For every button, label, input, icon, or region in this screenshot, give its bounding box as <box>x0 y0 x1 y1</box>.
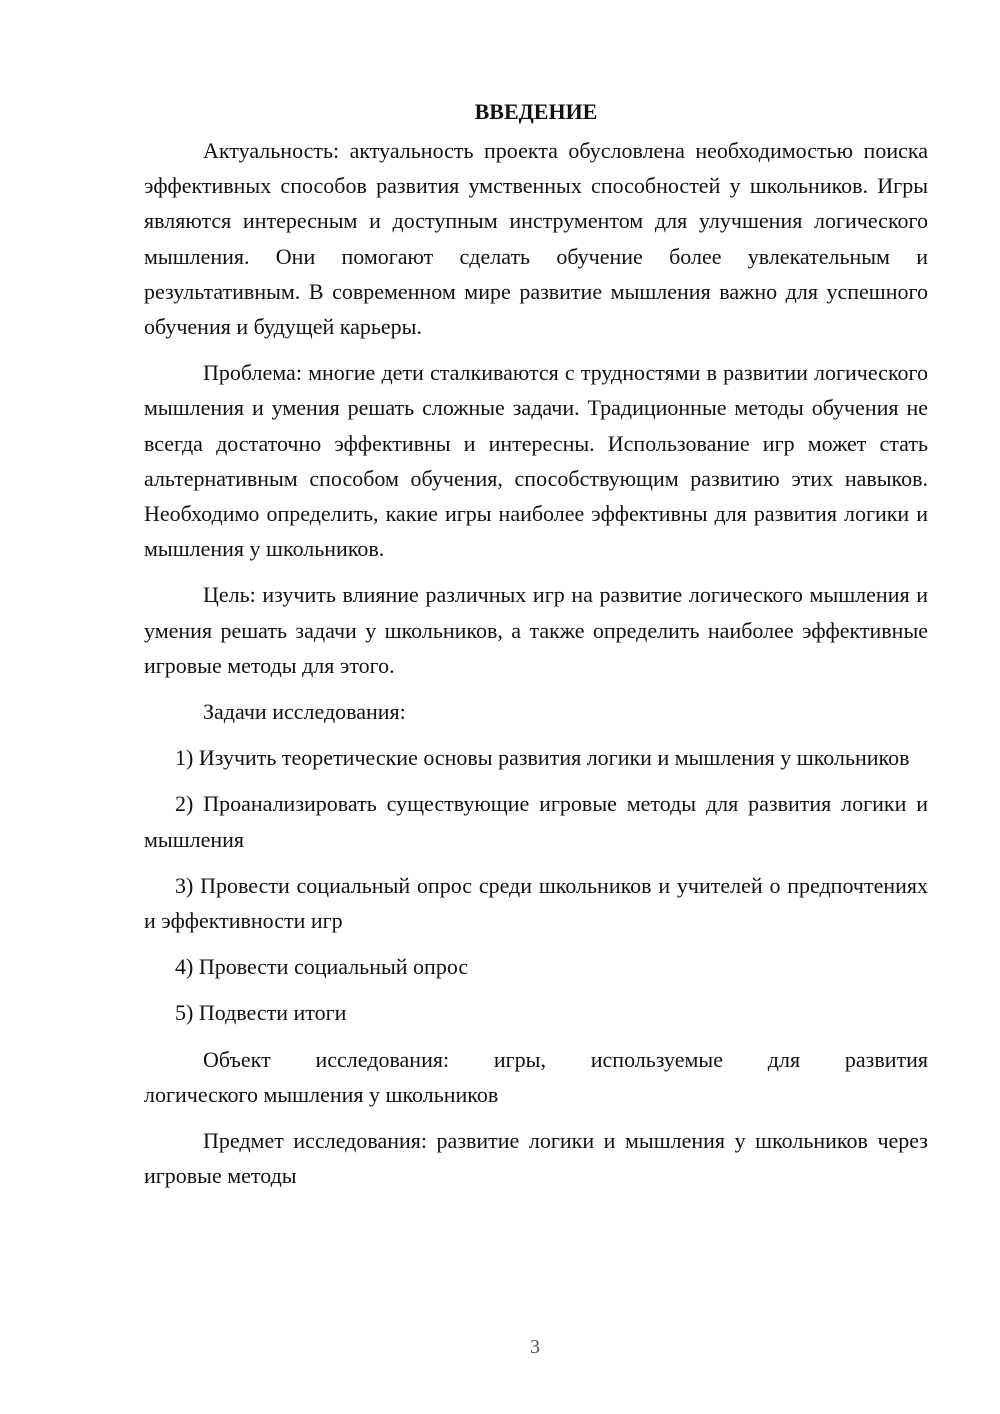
task-item-5: 5) Подвести итоги <box>175 1000 347 1026</box>
object-paragraph-line-1: Объект исследования: игры, используемые для развития <box>203 1046 928 1072</box>
page-content <box>144 94 928 1204</box>
task-item-1: 1) Изучить теоретические основы развития логики и мышления у школьников <box>175 745 910 771</box>
subject-paragraph: Предмет исследования: развитие логики и мышления у школьников через игровые методы <box>144 1128 928 1189</box>
task-item-4: 4) Провести социальный опрос <box>175 954 469 980</box>
page-number: 3 <box>530 1336 540 1358</box>
task-item-2: 2) Проанализировать существующие игровые методы для развития логики и мышления <box>144 791 928 852</box>
relevance-paragraph: Актуальность: актуальность проекта обусловлена необходимостью поиска эффективных способов развития умственных способностей у школьников. Игры являются интересным и доступным инструментом для улучшения логического мышления. Они помогают сделать обучение более увлекательным и результативным. В современном мире развитие мышления важно для успешного обучения и будущей карьеры. <box>144 138 928 340</box>
tasks-heading: Задачи исследования: <box>203 699 406 725</box>
object-paragraph-line-2: логического мышления у школьников <box>144 1081 499 1107</box>
page-title: ВВЕДЕНИЕ <box>474 99 598 124</box>
task-item-3: 3) Провести социальный опрос среди школьников и учителей о предпочтениях и эффективности игр <box>144 872 928 934</box>
goal-paragraph: Цель: изучить влияние различных игр на развитие логического мышления и умения решать задачи у школьников, а также определить наиболее эффективные игровые методы для этого. <box>144 582 928 678</box>
problem-paragraph: Проблема: многие дети сталкиваются с трудностями в развитии логического мышления и умения решать сложные задачи. Традиционные методы обучения не всегда достаточно эффективны и интересны. Использование игр может стать альтернативным способом обучения, способствующим развитию этих навыков. Необходимо определить, какие игры наиболее эффективны для развития логики и мышления у школьников. <box>144 360 928 562</box>
